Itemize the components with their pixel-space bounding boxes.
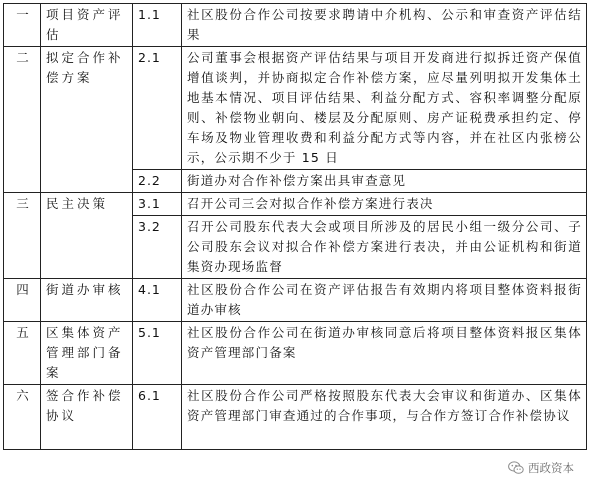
step-number: 六 [4, 385, 41, 450]
substep-number: 5.1 [133, 322, 182, 385]
substep-description: 街道办对合作补偿方案出具审查意见 [182, 170, 587, 193]
substep-number: 2.1 [133, 47, 182, 170]
substep-number: 3.1 [133, 193, 182, 216]
watermark-text: 西政资本 [528, 461, 574, 475]
step-phase: 拟定合作补偿方案 [41, 47, 133, 193]
process-table [3, 3, 587, 450]
substep-description: 公司董事会根据资产评估结果与项目开发商进行拟拆迁资产保值增值谈判，并协商拟定合作补偿方案，应尽量列明拟开发集体土地基本情况、项目评估结果、利益分配方式、容积率调整分配原则、补偿物业朝向、楼层及分配原则、房产证税费承担约定、停车场及物业管理收费和利益分配方式等内容，并在社区内张榜公示，公示期不少于 15 日 [182, 47, 587, 170]
substep-description: 召开公司三会对拟合作补偿方案进行表决 [182, 193, 587, 216]
substep-number: 1.1 [133, 4, 182, 47]
substep-description: 召开公司股东代表大会或项目所涉及的居民小组一级分公司、子公司股东会议对拟合作补偿方案进行表决，并由公证机构和街道集资办现场监督 [182, 216, 587, 279]
step-number: 三 [4, 193, 41, 279]
step-phase: 项目资产评估 [41, 4, 133, 47]
table-row [4, 193, 587, 216]
substep-number: 2.2 [133, 170, 182, 193]
step-phase: 区集体资产管理部门备案 [41, 322, 133, 385]
step-phase: 民主决策 [41, 193, 133, 279]
step-phase: 签合作补偿协议 [41, 385, 133, 450]
table-row [4, 385, 587, 450]
substep-description: 社区股份合作公司在资产评估报告有效期内将项目整体资料报街道办审核 [182, 279, 587, 322]
table-row [4, 279, 587, 322]
step-number: 二 [4, 47, 41, 193]
substep-description: 社区股份合作公司在街道办审核同意后将项目整体资料报区集体资产管理部门备案 [182, 322, 587, 385]
substep-description: 社区股份合作公司按要求聘请中介机构、公示和审查资产评估结果 [182, 4, 587, 47]
step-number: 五 [4, 322, 41, 385]
wechat-icon [508, 461, 524, 475]
table-row [4, 47, 587, 170]
substep-number: 6.1 [133, 385, 182, 450]
substep-description: 社区股份合作公司严格按照股东代表大会审议和街道办、区集体资产管理部门审查通过的合作事项，与合作方签订合作补偿协议 [182, 385, 587, 450]
step-phase: 街道办审核 [41, 279, 133, 322]
step-number: 一 [4, 4, 41, 47]
table-row [4, 322, 587, 385]
substep-number: 3.2 [133, 216, 182, 279]
substep-number: 4.1 [133, 279, 182, 322]
watermark [506, 460, 576, 476]
table-row [4, 4, 587, 47]
step-number: 四 [4, 279, 41, 322]
